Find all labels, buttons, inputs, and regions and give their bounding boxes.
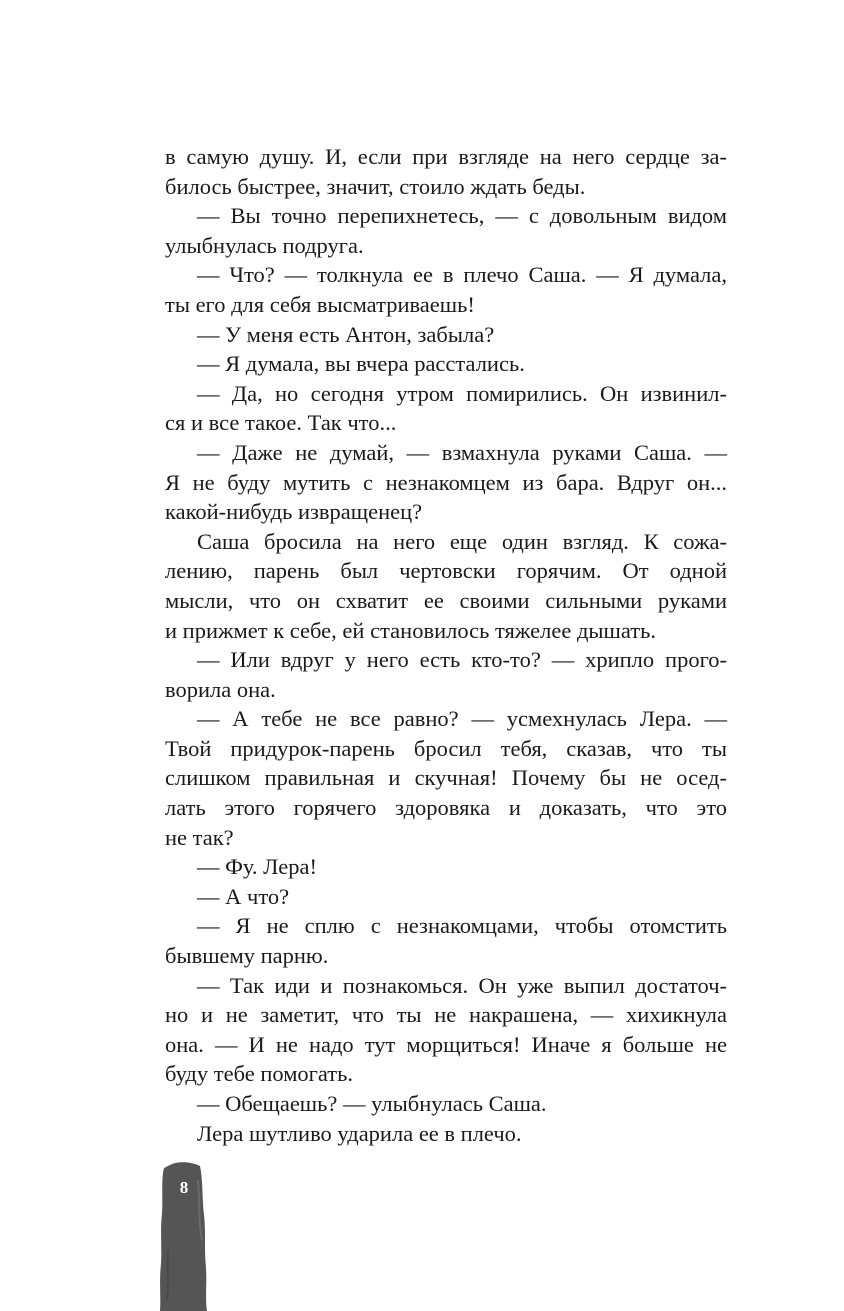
page-number-tab: [158, 1160, 210, 1311]
text-line: мысли, что он схватит ее своими сильными руками: [165, 587, 727, 613]
text-line: но и не заметит, что ты не накрашена, — хихикнула: [165, 1002, 727, 1028]
text-line: и прижмет к себе, ей становилось тяжелее дышать.: [165, 617, 656, 643]
text-line: — Что? — толкнула ее в плечо Саша. — Я думала,: [197, 262, 727, 288]
text-line: — Да, но сегодня утром помирились. Он извинил-: [197, 380, 727, 406]
text-line: — Вы точно перепихнетесь, — с довольным видом: [197, 203, 727, 229]
text-line: Саша бросила на него еще один взгляд. К сожа-: [197, 528, 727, 554]
text-line: — Или вдруг у него есть кто-то? — хрипло прого-: [197, 647, 727, 673]
text-line: — А что?: [197, 883, 290, 909]
text-line: ты его для себя высматриваешь!: [165, 291, 475, 317]
text-line: билось быстрее, значит, стоило ждать беды.: [165, 173, 586, 199]
text-line: — Фу. Лера!: [197, 854, 317, 880]
text-line: ворила она.: [165, 676, 276, 702]
text-line: она. — И не надо тут морщиться! Иначе я больше не: [165, 1031, 727, 1057]
text-line: слишком правильная и скучная! Почему бы не осед-: [165, 765, 727, 791]
text-line: лению, парень был чертовски горячим. От одной: [165, 558, 727, 584]
text-line: — Я не сплю с незнакомцами, чтобы отомстить: [197, 913, 727, 939]
text-line: бывшему парню.: [165, 943, 329, 969]
text-line: какой-нибудь извращенец?: [165, 499, 423, 525]
text-line: Я не буду мутить с незнакомцем из бара. Вдруг он...: [165, 469, 727, 495]
text-line: — У меня есть Антон, забыла?: [197, 321, 495, 347]
page-number: 8: [179, 1178, 189, 1197]
text-line: — Даже не думай, — взмахнула руками Саша. —: [197, 439, 727, 465]
text-line: ся и все такое. Так что...: [165, 410, 397, 436]
text-line: не так?: [165, 824, 234, 850]
body-text: [165, 142, 727, 1148]
text-line: Лера шутливо ударила ее в плечо.: [197, 1120, 522, 1146]
text-line: — Так иди и познакомься. Он уже выпил достаточ-: [197, 972, 727, 998]
text-line: в самую душу. И, если при взгляде на него сердце за-: [165, 144, 727, 169]
text-line: улыбнулась подруга.: [165, 232, 364, 258]
text-line: Твой придурок-парень бросил тебя, сказав, что ты: [165, 735, 727, 761]
text-line: — Я думала, вы вчера расстались.: [197, 351, 525, 377]
text-line: — А тебе не все равно? — усмехнулась Лера. —: [197, 706, 727, 732]
text-line: буду тебе помогать.: [165, 1061, 354, 1087]
text-line: — Обещаешь? — улыбнулась Саша.: [197, 1091, 547, 1116]
text-line: лать этого горячего здоровяка и доказать, что это: [165, 795, 727, 821]
